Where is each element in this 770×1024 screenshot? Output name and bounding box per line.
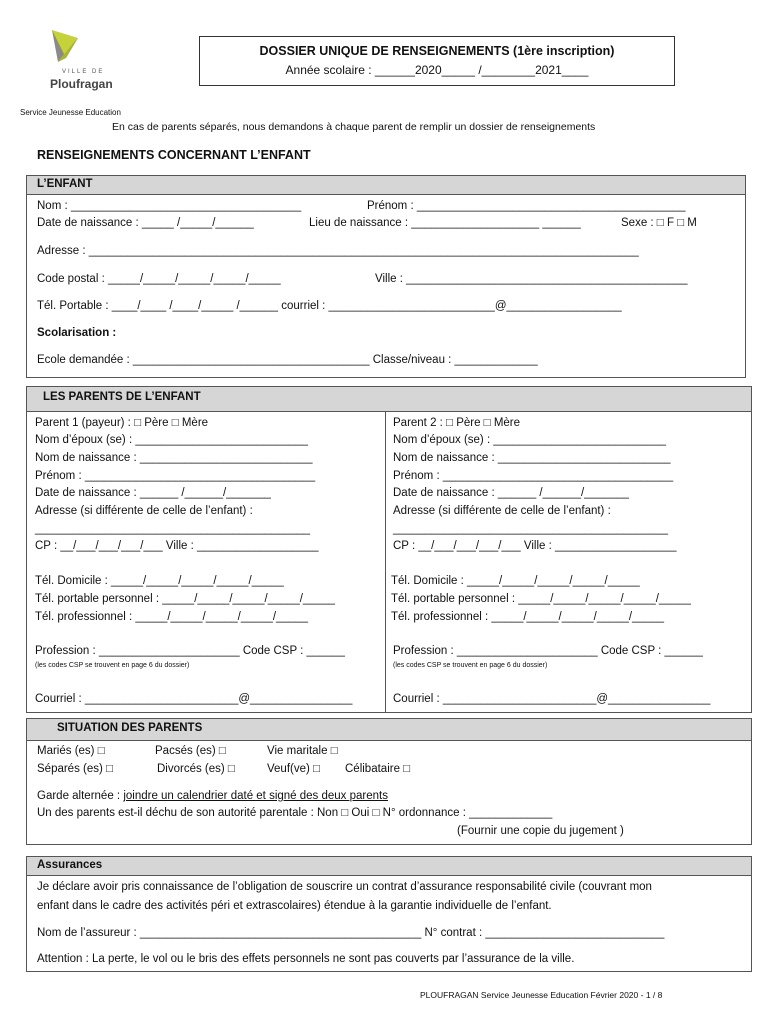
cohabiting-checkbox[interactable]: Vie maritale □ — [267, 745, 338, 757]
judgment-copy-note: (Fournir une copie du jugement ) — [457, 825, 624, 837]
parent-1-birth-date-field[interactable]: Date de naissance : ______ /______/_______ — [35, 487, 271, 499]
insurance-section-header: Assurances — [27, 857, 751, 876]
parent-1-home-phone-field[interactable]: Tél. Domicile : _____/_____/_____/_____/_____ — [35, 575, 284, 587]
parent-1-work-phone-field[interactable]: Tél. professionnel : _____/_____/_____/_____/_____ — [35, 611, 309, 623]
parent-1-birth-name-field[interactable]: Nom de naissance : ___________________________ — [35, 452, 313, 464]
married-checkbox[interactable]: Mariés (es) □ — [37, 745, 105, 757]
insurance-statement-line-1: Je déclare avoir pris connaissance de l’obligation de souscrire un contrat d’assurance responsabilité civile (couvrant mon — [37, 881, 652, 893]
parent-2-birth-name-field[interactable]: Nom de naissance : ___________________________ — [393, 452, 671, 464]
parent-2-postal-city-field[interactable]: CP : __/___/___/___/___ Ville : ___________________ — [393, 540, 677, 552]
title-box — [199, 36, 675, 86]
parent-1-address-field[interactable]: ___________________________________________ — [35, 523, 311, 535]
child-birth-place-field[interactable]: Lieu de naissance : ____________________ ______ — [309, 217, 581, 229]
parent-1-address-label: Adresse (si différente de celle de l’enfant) : — [35, 505, 253, 517]
insurance-warning: Attention : La perte, le vol ou le bris des effets personnels ne sont pas couverts par l’assurance de la ville. — [37, 953, 575, 965]
ploufragan-logo — [44, 28, 116, 92]
parent-2-home-phone-field[interactable]: Tél. Domicile : _____/_____/_____/_____/_____ — [391, 575, 640, 587]
service-name: Service Jeunesse Education — [20, 108, 121, 117]
shared-custody-instruction: joindre un calendrier daté et signé des deux parents — [123, 790, 388, 802]
shared-custody-line — [37, 789, 388, 803]
parent-1-mobile-phone-field[interactable]: Tél. portable personnel : _____/_____/_____/_____/_____ — [35, 593, 335, 605]
page-footer: PLOUFRAGAN Service Jeunesse Education Février 2020 - 1 / 8 — [420, 990, 663, 1000]
child-first-name-field[interactable]: Prénom : __________________________________________ — [367, 200, 686, 212]
parent-1-role-checkboxes[interactable]: Parent 1 (payeur) : □ Père □ Mère — [35, 417, 209, 429]
parent-1-email-field[interactable]: Courriel : ________________________@________________ — [35, 693, 353, 705]
parent-1-married-name-field[interactable]: Nom d’époux (se) : ___________________________ — [35, 434, 309, 446]
schooling-label: Scolarisation : — [37, 327, 117, 339]
child-section — [26, 175, 746, 378]
insurer-contract-field[interactable]: Nom de l’assureur : ____________________________________________ N° contrat : ____________________________ — [37, 927, 665, 939]
school-year: Année scolaire : ______2020_____ /________2021____ — [285, 63, 589, 77]
parent-2-married-name-field[interactable]: Nom d’époux (se) : ___________________________ — [393, 434, 667, 446]
child-postal-code-field[interactable]: Code postal : _____/_____/_____/_____/_____ — [37, 273, 281, 285]
document-title: DOSSIER UNIQUE DE RENSEIGNEMENTS (1ère inscription) — [259, 44, 615, 58]
child-last-name-field[interactable]: Nom : ____________________________________ — [37, 200, 302, 212]
parental-authority-question[interactable]: Un des parents est-il déchu de son autorité parentale : Non □ Oui □ N° ordonnance : _____________ — [37, 807, 553, 819]
parent-1-postal-city-field[interactable]: CP : __/___/___/___/___ Ville : ___________________ — [35, 540, 319, 552]
parents-section-header: LES PARENTS DE L’ENFANT — [27, 387, 751, 412]
parent-1-first-name-field[interactable]: Prénom : ____________________________________ — [35, 470, 316, 482]
parent-1-csp-note: (les codes CSP se trouvent en page 6 du dossier) — [35, 662, 190, 669]
insurance-statement-line-2: enfant dans le cadre des activités péri et extrascolaires) étendue à la garantie individuelle de l’enfant. — [37, 900, 552, 912]
situation-section — [26, 718, 752, 845]
child-sex-checkboxes[interactable]: Sexe : □ F □ M — [621, 217, 697, 229]
widowed-checkbox[interactable]: Veuf(ve) □ — [267, 763, 320, 775]
parent-1-profession-field[interactable]: Profession : ______________________ Code CSP : ______ — [35, 645, 345, 657]
logo-name: Ploufragan — [50, 77, 113, 91]
child-phone-email-field[interactable]: Tél. Portable : ____/____ /____/_____ /______ courriel : __________________________@__________________ — [37, 300, 622, 312]
logo-small-text: VILLE DE — [62, 69, 105, 75]
shared-custody-label: Garde alternée : — [37, 790, 124, 802]
parent-2-profession-field[interactable]: Profession : ______________________ Code CSP : ______ — [393, 645, 703, 657]
parent-2-role-checkboxes[interactable]: Parent 2 : □ Père □ Mère — [393, 417, 521, 429]
parents-section — [26, 386, 752, 713]
school-class-field[interactable]: Ecole demandée : _____________________________________ Classe/niveau : _____________ — [37, 354, 538, 366]
parent-2-address-label: Adresse (si différente de celle de l’enfant) : — [393, 505, 611, 517]
parent-2-first-name-field[interactable]: Prénom : ____________________________________ — [393, 470, 674, 482]
child-city-field[interactable]: Ville : ____________________________________________ — [375, 273, 688, 285]
single-checkbox[interactable]: Célibataire □ — [345, 763, 411, 775]
divorced-checkbox[interactable]: Divorcés (es) □ — [157, 763, 235, 775]
parents-divider — [385, 412, 386, 712]
parent-2-email-field[interactable]: Courriel : ________________________@________________ — [393, 693, 711, 705]
parent-2-csp-note: (les codes CSP se trouvent en page 6 du dossier) — [393, 662, 548, 669]
section-title: RENSEIGNEMENTS CONCERNANT L’ENFANT — [37, 148, 311, 162]
parent-2-work-phone-field[interactable]: Tél. professionnel : _____/_____/_____/_____/_____ — [391, 611, 665, 623]
child-address-field[interactable]: Adresse : ______________________________________________________________________________________ — [37, 245, 639, 257]
insurance-section — [26, 856, 752, 972]
separated-parents-notice: En cas de parents séparés, nous demandons à chaque parent de remplir un dossier de renseignements — [112, 121, 596, 133]
parent-2-address-field[interactable]: ___________________________________________ — [393, 523, 669, 535]
pacsed-checkbox[interactable]: Pacsés (es) □ — [155, 745, 226, 757]
parent-2-birth-date-field[interactable]: Date de naissance : ______ /______/_______ — [393, 487, 629, 499]
child-section-header: L’ENFANT — [27, 176, 745, 195]
child-birth-date-field[interactable]: Date de naissance : _____ /_____/______ — [37, 217, 254, 229]
situation-section-header: SITUATION DES PARENTS — [27, 719, 751, 741]
parent-2-mobile-phone-field[interactable]: Tél. portable personnel : _____/_____/_____/_____/_____ — [391, 593, 691, 605]
separated-checkbox[interactable]: Séparés (es) □ — [37, 763, 113, 775]
